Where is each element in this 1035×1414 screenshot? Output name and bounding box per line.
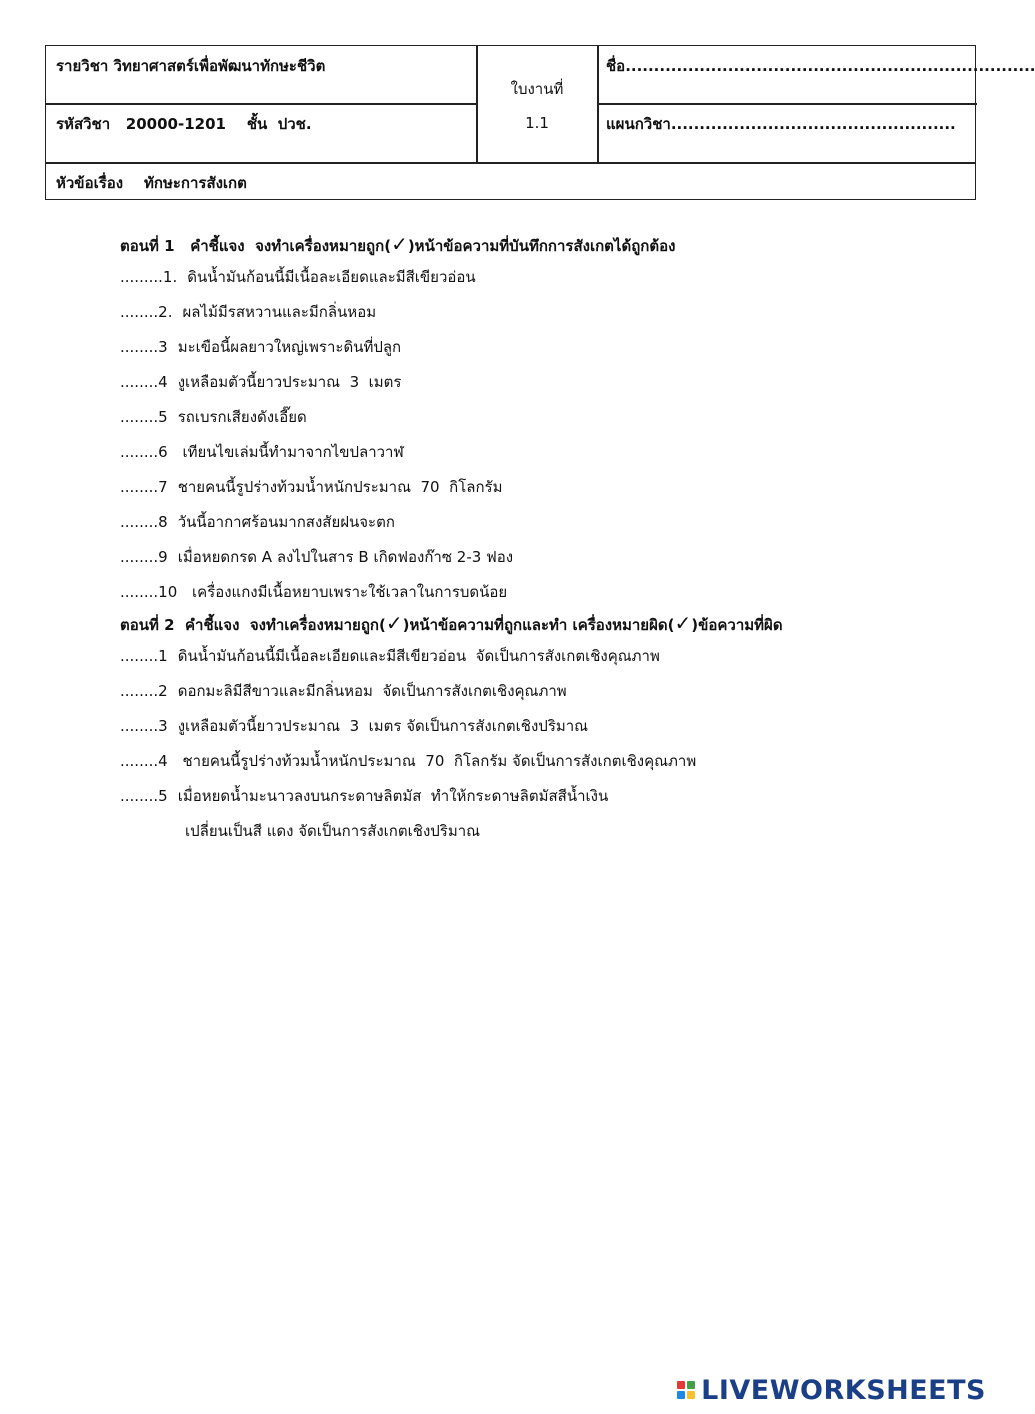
checkmark-icon: ✓: [391, 232, 408, 256]
part1-item[interactable]: [120, 505, 920, 540]
worksheet-header-table: [45, 45, 1035, 200]
statement-text: รถเบรกเสียงดังเอี๊ยด: [177, 408, 307, 426]
header-divider-2: [597, 46, 599, 163]
answer-blank[interactable]: ........4: [120, 752, 168, 770]
statement-text: งูเหลือมตัวนี้ยาวประมาณ 3 เมตร จัดเป็นการสังเกตเชิงปริมาณ: [177, 717, 589, 735]
part1-item[interactable]: [120, 295, 920, 330]
part2-item[interactable]: [120, 674, 920, 709]
worksheet-content: [120, 228, 920, 849]
statement-text: ดินน้ำมันก้อนนี้มีเนื้อละเอียดและมีสีเขียวอ่อน: [187, 268, 476, 286]
logo-square: [687, 1381, 695, 1389]
part1-item[interactable]: [120, 330, 920, 365]
worksheet-label: ใบงานที่: [510, 80, 564, 98]
part1-item[interactable]: [120, 435, 920, 470]
logo-text: LIVEWORKSHEETS: [701, 1374, 986, 1406]
answer-blank[interactable]: ........3: [120, 338, 168, 356]
part1-item[interactable]: [120, 365, 920, 400]
part1-item[interactable]: [120, 470, 920, 505]
part2-item[interactable]: [120, 709, 920, 744]
worksheet-number: 1.1: [525, 114, 549, 132]
checkmark-icon: ✓: [385, 611, 403, 635]
part2-title-text: ตอนที่ 2 คำชี้แจง จงทำเครื่องหมายถูก(: [120, 616, 386, 634]
answer-blank[interactable]: ........2.: [120, 303, 173, 321]
answer-blank[interactable]: ........10: [120, 583, 178, 601]
part2-title: [120, 607, 920, 639]
subject-label: รายวิชา วิทยาศาสตร์เพื่อพัฒนาทักษะชีวิต: [56, 57, 326, 75]
part2-title-text-end: )ข้อความที่ผิด: [691, 616, 783, 634]
checkmark-icon: ✓: [674, 611, 692, 635]
part1-list: [120, 260, 920, 610]
statement-text: วันนี้อากาศร้อนมากสงสัยฝนจะตก: [177, 513, 395, 531]
liveworksheets-logo: [677, 1373, 986, 1407]
part2-item[interactable]: [120, 779, 920, 814]
statement-text: เมื่อหยดกรด A ลงไปในสาร B เกิดฟองก๊าซ 2-3 ฟอง: [177, 548, 514, 566]
header-row-divider-left: [46, 103, 476, 105]
part1-item[interactable]: [120, 575, 920, 610]
student-name-field[interactable]: ชื่อ........................................................................: [606, 57, 1035, 75]
answer-blank[interactable]: ........6: [120, 443, 168, 461]
part2-item5-continuation: เปลี่ยนเป็นสี แดง จัดเป็นการสังเกตเชิงปริมาณ: [185, 822, 481, 840]
answer-blank[interactable]: ........4: [120, 373, 168, 391]
answer-blank[interactable]: ........7: [120, 478, 168, 496]
topic-label: หัวข้อเรื่อง ทักษะการสังเกต: [56, 174, 247, 192]
part2-item[interactable]: [120, 744, 920, 779]
department-field[interactable]: แผนกวิชา..................................................: [606, 115, 956, 133]
logo-square: [677, 1381, 685, 1389]
header-divider-1: [476, 46, 478, 163]
statement-text: เทียนไขเล่มนี้ทำมาจากไขปลาวาฬ: [177, 443, 404, 461]
statement-text: ดอกมะลิมีสีขาวและมีกลิ่นหอม จัดเป็นการสังเกตเชิงคุณภาพ: [177, 682, 567, 700]
statement-text: มะเขือนี้ผลยาวใหญ่เพราะดินที่ปลูก: [177, 338, 402, 356]
answer-blank[interactable]: ........5: [120, 787, 168, 805]
statement-text: ชายคนนี้รูปร่างท้วมน้ำหนักประมาณ 70 กิโลกรัม: [177, 478, 503, 496]
statement-text: ชายคนนี้รูปร่างท้วมน้ำหนักประมาณ 70 กิโลกรัม จัดเป็นการสังเกตเชิงคุณภาพ: [177, 752, 697, 770]
part1-title-text-end: )หน้าข้อความที่บันทึกการสังเกตได้ถูกต้อง: [407, 237, 676, 255]
answer-blank[interactable]: ........9: [120, 548, 168, 566]
logo-square: [677, 1391, 685, 1399]
answer-blank[interactable]: ........8: [120, 513, 168, 531]
statement-text: ดินน้ำมันก้อนนี้มีเนื้อละเอียดและมีสีเขียวอ่อน จัดเป็นการสังเกตเชิงคุณภาพ: [177, 647, 660, 665]
logo-squares-icon: [677, 1381, 695, 1399]
logo-square: [687, 1391, 695, 1399]
part2-title-text-middle: )หน้าข้อความที่ถูกและทำ เครื่องหมายผิด(: [402, 616, 675, 634]
part2-list: [120, 639, 920, 814]
statement-text: เมื่อหยดน้ำมะนาวลงบนกระดาษลิตมัส ทำให้กระดาษลิตมัสสีน้ำเงิน: [177, 787, 609, 805]
statement-text: ผลไม้มีรสหวานและมีกลิ่นหอม: [182, 303, 377, 321]
statement-text: เครื่องแกงมีเนื้อหยาบเพราะใช้เวลาในการบดน้อย: [187, 583, 508, 601]
header-row-divider-bottom: [46, 162, 975, 164]
answer-blank[interactable]: .........1.: [120, 268, 178, 286]
part1-title-text: ตอนที่ 1 คำชี้แจง จงทำเครื่องหมายถูก(: [120, 237, 392, 255]
part1-item[interactable]: [120, 540, 920, 575]
answer-blank[interactable]: ........2: [120, 682, 168, 700]
course-code-label: รหัสวิชา 20000-1201 ชั้น ปวช.: [56, 115, 312, 133]
answer-blank[interactable]: ........5: [120, 408, 168, 426]
answer-blank[interactable]: ........3: [120, 717, 168, 735]
part1-item[interactable]: [120, 260, 920, 295]
part2-item[interactable]: [120, 639, 920, 674]
answer-blank[interactable]: ........1: [120, 647, 168, 665]
part1-title: [120, 228, 920, 260]
header-row-divider-right: [597, 103, 977, 105]
part1-item[interactable]: [120, 400, 920, 435]
statement-text: งูเหลือมตัวนี้ยาวประมาณ 3 เมตร: [177, 373, 402, 391]
